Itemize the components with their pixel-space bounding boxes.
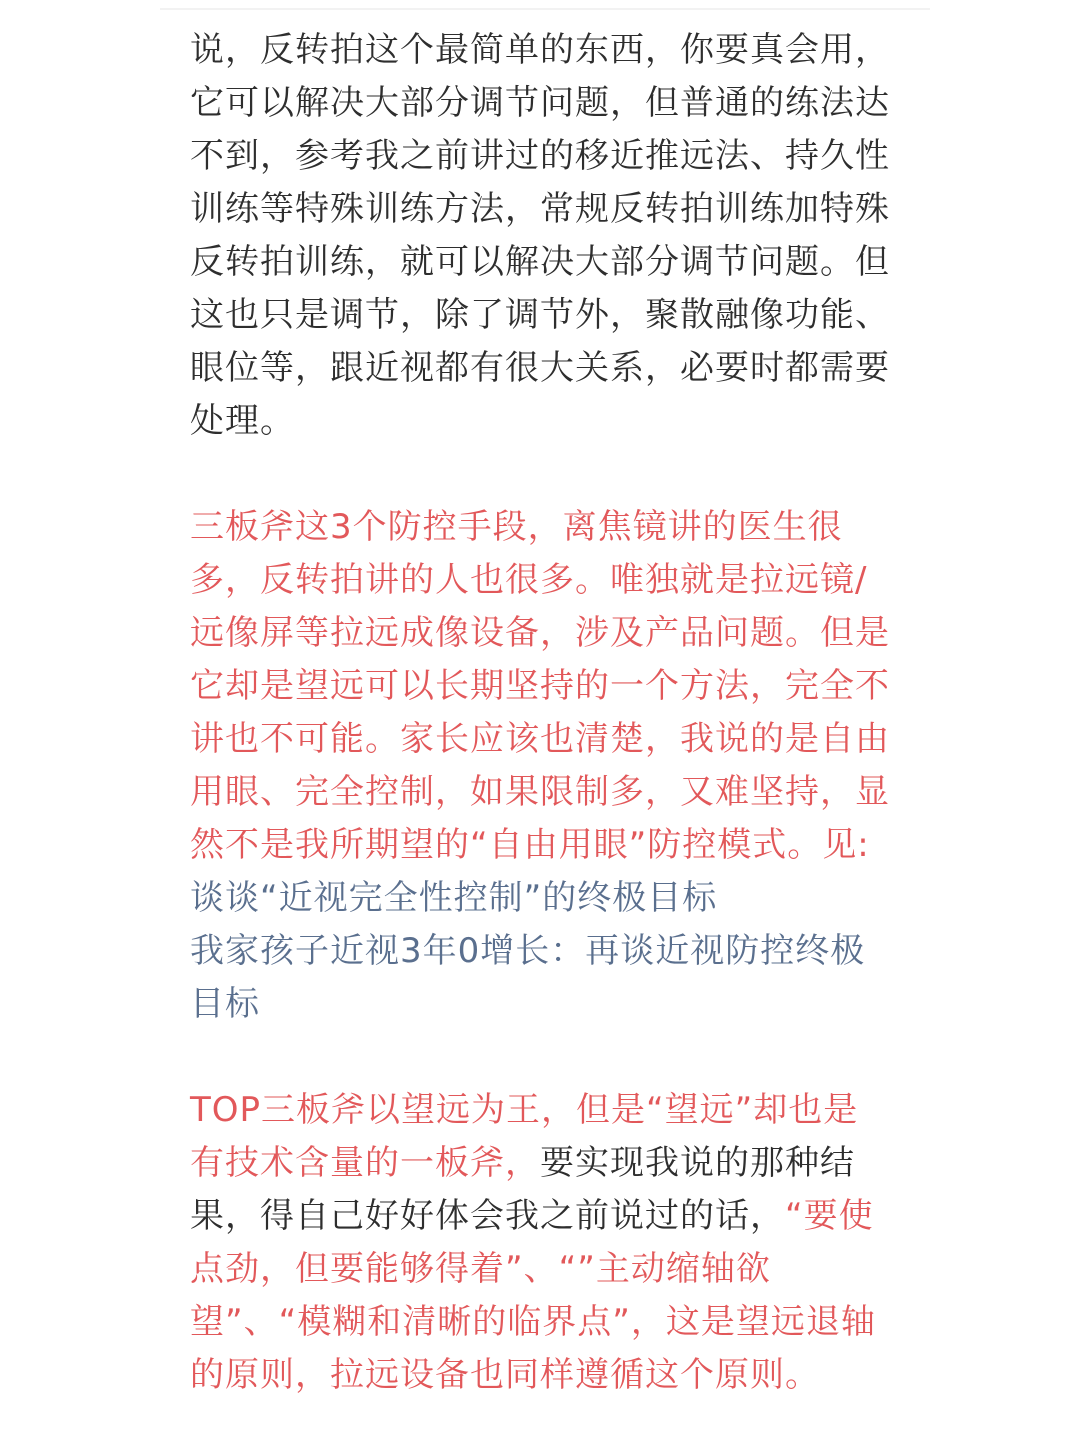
top-divider (160, 8, 930, 10)
paragraph-three-methods: 三板斧这3个防控手段，离焦镜讲的医生很多，反转拍讲的人也很多。唯独就是拉远镜/远像屏等拉远成像设备，涉及产品问题。但是它却是望远可以长期坚持的一个方法，完全不讲也不可能。家长应该也清楚，我说的是自由用眼、完全控制，如果限制多，又难坚持，显然不是我所期望的“自由用眼”防控模式。见: (190, 507, 890, 865)
highlight-text-1: TOP三板斧以望远为王，但是“望远”却也是有技术含量的一板斧， (190, 1090, 859, 1183)
paragraph-reversal-flipper: 说，反转拍这个最简单的东西，你要真会用，它可以解决大部分调节问题，但普通的练法达不到，参考我之前讲过的移近推远法、持久性训练等特殊训练方法，常规反转拍训练加特殊反转拍训练，就可以解决大部分调节问题。但这也只是调节，除了调节外，聚散融像功能、眼位等，跟近视都有很大关系，必要时都需要处理。 (190, 30, 890, 441)
highlight-text-2: “要使点劲，但要能够得着”、“”主动缩轴欲望”、“模糊和清晰的临界点”，这是望远退轴的原则，拉远设备也同样遵循这个原则。 (190, 1196, 876, 1395)
body-text: 要实现我说的那种结果，得自己好好体会我之前说过的话， (190, 1143, 855, 1236)
paragraph-top-methods (190, 1084, 890, 1402)
paragraph-gap (190, 448, 890, 501)
article-link-zero-growth[interactable]: 我家孩子近视3年0增长：再谈近视防控终极目标 (190, 931, 866, 1024)
article-link-complete-control[interactable]: 谈谈“近视完全性控制”的终极目标 (190, 878, 718, 918)
paragraph-gap (190, 1031, 890, 1084)
article-body (190, 24, 890, 1402)
